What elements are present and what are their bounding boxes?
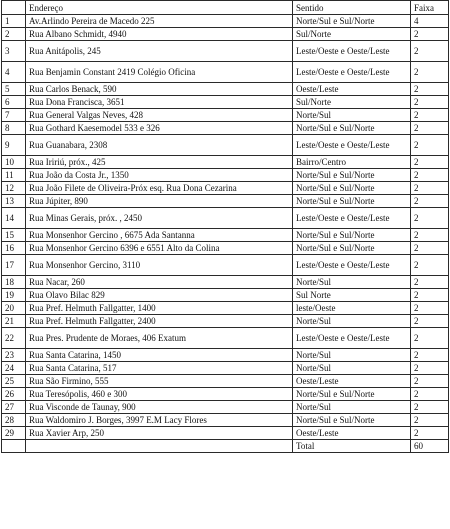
row-sentido: Norte/Sul e Sul/Norte — [293, 414, 411, 427]
table-row — [2, 208, 449, 229]
row-sentido: Norte/Sul e Sul/Norte — [293, 242, 411, 255]
row-endereco: Rua Monsenhor Gercino, 3110 — [26, 255, 293, 276]
table-row — [2, 169, 449, 182]
row-faixa: 2 — [411, 62, 449, 83]
row-number: 29 — [2, 427, 26, 440]
row-faixa: 2 — [411, 195, 449, 208]
row-sentido: leste/Oeste — [293, 302, 411, 315]
row-sentido: Oeste/Leste — [293, 375, 411, 388]
row-sentido: Norte/Sul e Sul/Norte — [293, 182, 411, 195]
row-number: 26 — [2, 388, 26, 401]
row-endereco: Rua Waldomiro J. Borges, 3997 E.M Lacy Flores — [26, 414, 293, 427]
row-endereco: Rua Guanabara, 2308 — [26, 135, 293, 156]
row-endereco: Rua Carlos Benack, 590 — [26, 83, 293, 96]
row-endereco: Rua Olavo Bilac 829 — [26, 289, 293, 302]
row-sentido: Norte/Sul e Sul/Norte — [293, 15, 411, 28]
row-sentido: Sul/Norte — [293, 96, 411, 109]
row-number: 14 — [2, 208, 26, 229]
row-endereco: Rua Nacar, 260 — [26, 276, 293, 289]
row-endereco: Rua Iririú, próx., 425 — [26, 156, 293, 169]
total-empty-cell — [26, 440, 293, 453]
row-number: 9 — [2, 135, 26, 156]
row-endereco: Rua Albano Schmidt, 4940 — [26, 28, 293, 41]
table-row — [2, 302, 449, 315]
row-number: 7 — [2, 109, 26, 122]
header-endereco: Endereço — [26, 1, 293, 15]
row-sentido: Norte/Sul e Sul/Norte — [293, 229, 411, 242]
row-endereco: Rua Pref. Helmuth Fallgatter, 2400 — [26, 315, 293, 328]
row-endereco: Rua General Valgas Neves, 428 — [26, 109, 293, 122]
table-row — [2, 28, 449, 41]
row-number: 11 — [2, 169, 26, 182]
address-table — [1, 0, 449, 453]
row-faixa: 2 — [411, 315, 449, 328]
row-endereco: Rua Xavier Arp, 250 — [26, 427, 293, 440]
row-sentido: Norte/Sul e Sul/Norte — [293, 388, 411, 401]
row-endereco: Rua Dona Francisca, 3651 — [26, 96, 293, 109]
row-sentido: Leste/Oeste e Oeste/Leste — [293, 255, 411, 276]
row-number: 28 — [2, 414, 26, 427]
table-row — [2, 414, 449, 427]
row-endereco: Av.Arlindo Pereira de Macedo 225 — [26, 15, 293, 28]
row-number: 3 — [2, 41, 26, 62]
table-row — [2, 289, 449, 302]
table-row — [2, 229, 449, 242]
row-faixa: 2 — [411, 276, 449, 289]
row-faixa: 2 — [411, 83, 449, 96]
row-number: 19 — [2, 289, 26, 302]
row-faixa: 2 — [411, 182, 449, 195]
row-sentido: Norte/Sul e Sul/Norte — [293, 169, 411, 182]
table-row — [2, 362, 449, 375]
row-number: 20 — [2, 302, 26, 315]
row-number: 18 — [2, 276, 26, 289]
row-faixa: 2 — [411, 302, 449, 315]
table-row — [2, 83, 449, 96]
row-sentido: Oeste/Leste — [293, 427, 411, 440]
row-sentido: Oeste/Leste — [293, 83, 411, 96]
table-row — [2, 62, 449, 83]
row-faixa: 2 — [411, 414, 449, 427]
row-number: 13 — [2, 195, 26, 208]
row-sentido: Norte/Sul e Sul/Norte — [293, 195, 411, 208]
header-number — [2, 1, 26, 15]
row-faixa: 2 — [411, 388, 449, 401]
row-faixa: 2 — [411, 362, 449, 375]
table-row — [2, 156, 449, 169]
row-endereco: Rua Visconde de Taunay, 900 — [26, 401, 293, 414]
row-number: 4 — [2, 62, 26, 83]
row-faixa: 2 — [411, 156, 449, 169]
row-number: 15 — [2, 229, 26, 242]
row-endereco: Rua João da Costa Jr., 1350 — [26, 169, 293, 182]
row-number: 25 — [2, 375, 26, 388]
row-sentido: Bairro/Centro — [293, 156, 411, 169]
row-faixa: 2 — [411, 208, 449, 229]
header-faixa: Faixa — [411, 1, 449, 15]
table-row — [2, 242, 449, 255]
row-number: 5 — [2, 83, 26, 96]
table-body — [2, 15, 449, 440]
table-row — [2, 401, 449, 414]
table-row — [2, 255, 449, 276]
table-row — [2, 349, 449, 362]
row-number: 6 — [2, 96, 26, 109]
row-endereco: Rua João Filete de Oliveira-Próx esq. Rua Dona Cezarina — [26, 182, 293, 195]
row-sentido: Leste/Oeste e Oeste/Leste — [293, 62, 411, 83]
row-number: 17 — [2, 255, 26, 276]
row-number: 24 — [2, 362, 26, 375]
row-faixa: 2 — [411, 375, 449, 388]
row-faixa: 2 — [411, 28, 449, 41]
header-row — [2, 1, 449, 15]
row-sentido: Norte/Sul — [293, 315, 411, 328]
table-row — [2, 182, 449, 195]
row-faixa: 2 — [411, 328, 449, 349]
table-row — [2, 375, 449, 388]
row-number: 23 — [2, 349, 26, 362]
table-row — [2, 276, 449, 289]
row-endereco: Rua Benjamin Constant 2419 Colégio Oficina — [26, 62, 293, 83]
total-label: Total — [293, 440, 411, 453]
row-faixa: 2 — [411, 401, 449, 414]
row-number: 2 — [2, 28, 26, 41]
row-sentido: Leste/Oeste e Oeste/Leste — [293, 208, 411, 229]
row-endereco: Rua Monsenhor Gercino , 6675 Ada Santanna — [26, 229, 293, 242]
row-sentido: Norte/Sul — [293, 349, 411, 362]
row-faixa: 2 — [411, 169, 449, 182]
row-sentido: Norte/Sul — [293, 109, 411, 122]
table-row — [2, 41, 449, 62]
row-faixa: 2 — [411, 289, 449, 302]
row-number: 1 — [2, 15, 26, 28]
row-endereco: Rua Teresópolis, 460 e 300 — [26, 388, 293, 401]
table-row — [2, 109, 449, 122]
row-sentido: Leste/Oeste e Oeste/Leste — [293, 328, 411, 349]
row-endereco: Rua Anitápolis, 245 — [26, 41, 293, 62]
row-faixa: 2 — [411, 135, 449, 156]
row-faixa: 4 — [411, 15, 449, 28]
row-sentido: Norte/Sul — [293, 362, 411, 375]
row-number: 22 — [2, 328, 26, 349]
row-faixa: 2 — [411, 109, 449, 122]
row-sentido: Leste/Oeste e Oeste/Leste — [293, 41, 411, 62]
row-sentido: Leste/Oeste e Oeste/Leste — [293, 135, 411, 156]
row-number: 12 — [2, 182, 26, 195]
table-row — [2, 388, 449, 401]
row-sentido: Norte/Sul — [293, 276, 411, 289]
row-endereco: Rua Pref. Helmuth Fallgatter, 1400 — [26, 302, 293, 315]
row-faixa: 2 — [411, 96, 449, 109]
row-endereco: Rua Gothard Kaesemodel 533 e 326 — [26, 122, 293, 135]
total-value: 60 — [411, 440, 449, 453]
table-row — [2, 315, 449, 328]
table-row — [2, 135, 449, 156]
row-sentido: Norte/Sul — [293, 401, 411, 414]
row-faixa: 2 — [411, 229, 449, 242]
row-endereco: Rua Santa Catarina, 517 — [26, 362, 293, 375]
row-endereco: Rua Monsenhor Gercino 6396 e 6551 Alto da Colina — [26, 242, 293, 255]
table-row — [2, 195, 449, 208]
table-row — [2, 96, 449, 109]
row-endereco: Rua Minas Gerais, próx. , 2450 — [26, 208, 293, 229]
table-row — [2, 122, 449, 135]
row-faixa: 2 — [411, 242, 449, 255]
header-sentido: Sentido — [293, 1, 411, 15]
row-sentido: Norte/Sul e Sul/Norte — [293, 122, 411, 135]
row-endereco: Rua São Firmino, 555 — [26, 375, 293, 388]
row-faixa: 2 — [411, 122, 449, 135]
row-endereco: Rua Júpiter, 890 — [26, 195, 293, 208]
row-faixa: 2 — [411, 255, 449, 276]
table-row — [2, 328, 449, 349]
row-sentido: Sul/Norte — [293, 28, 411, 41]
row-number: 21 — [2, 315, 26, 328]
row-number: 8 — [2, 122, 26, 135]
table-row — [2, 15, 449, 28]
row-number: 27 — [2, 401, 26, 414]
row-number: 16 — [2, 242, 26, 255]
table-row — [2, 427, 449, 440]
row-number: 10 — [2, 156, 26, 169]
total-empty-cell — [2, 440, 26, 453]
row-faixa: 2 — [411, 427, 449, 440]
row-endereco: Rua Pres. Prudente de Moraes, 406 Exatum — [26, 328, 293, 349]
total-row — [2, 440, 449, 453]
row-faixa: 2 — [411, 41, 449, 62]
row-endereco: Rua Santa Catarina, 1450 — [26, 349, 293, 362]
row-faixa: 2 — [411, 349, 449, 362]
row-sentido: Sul Norte — [293, 289, 411, 302]
